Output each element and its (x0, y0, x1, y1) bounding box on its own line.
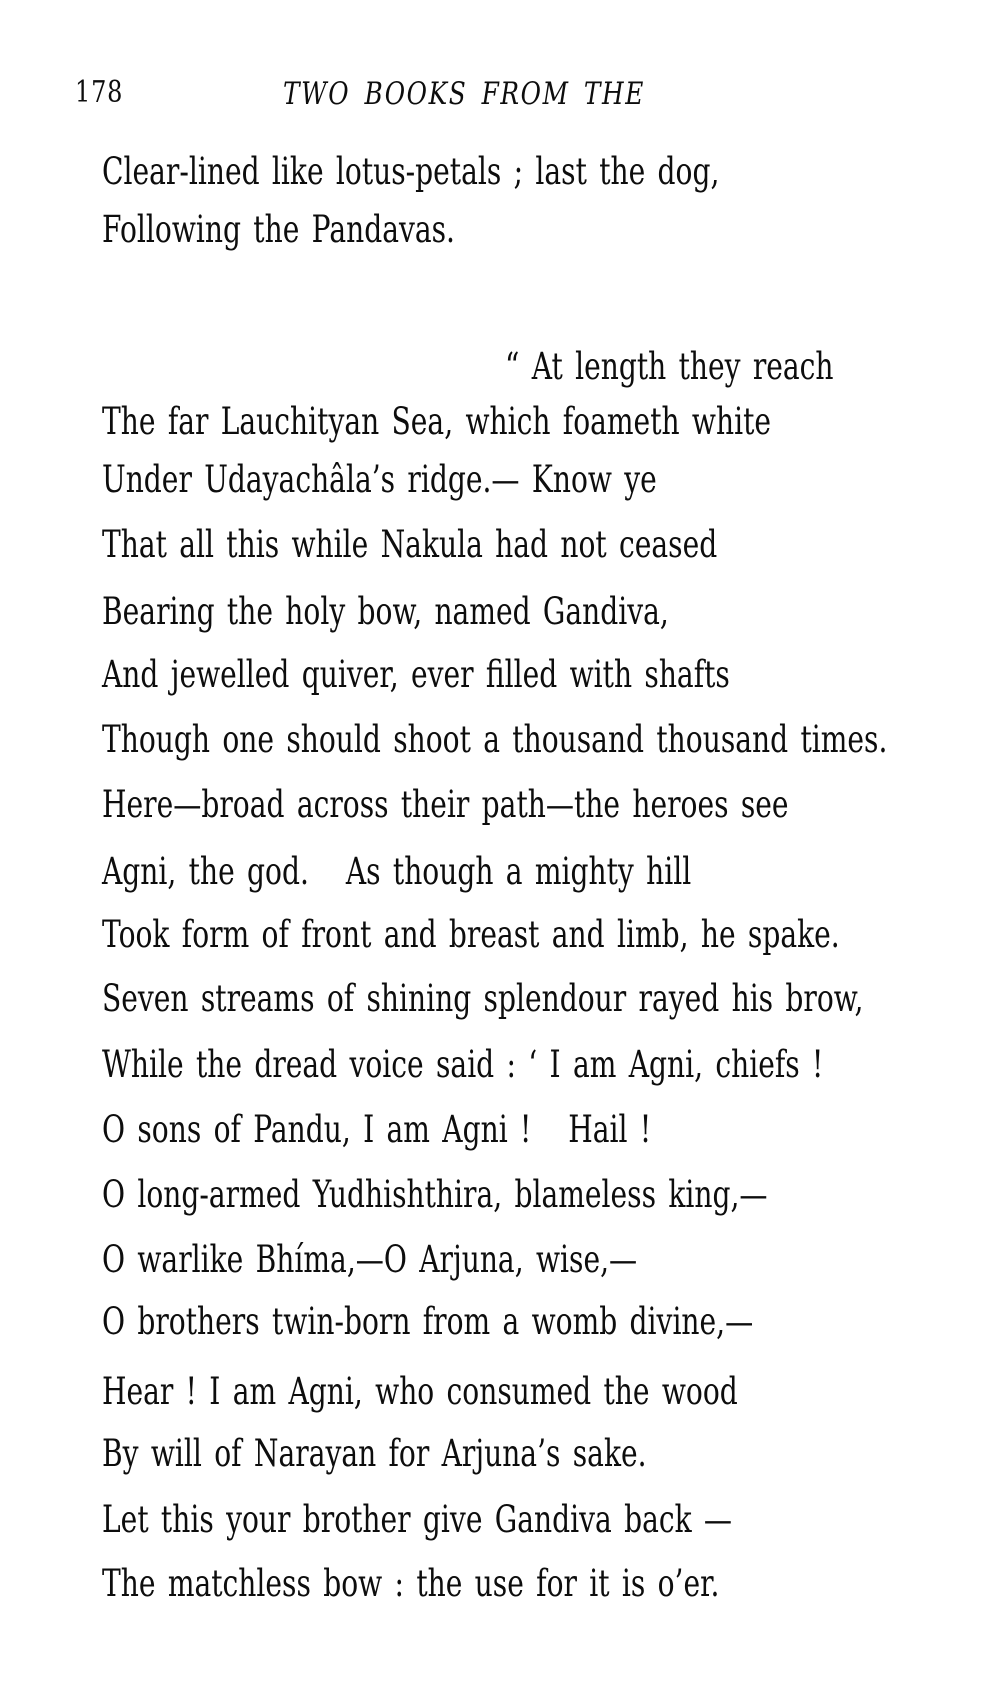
poem-line: And jewelled quiver, ever filled with shafts (102, 653, 730, 696)
poem-line: O sons of Pandu, I am Agni ! Hail ! (102, 1108, 652, 1151)
poem-line: Seven streams of shining splendour rayed his brow, (102, 977, 864, 1020)
poem-line: Though one should shoot a thousand thousand times. (102, 718, 888, 761)
poem-line: The matchless bow : the use for it is o’er. (102, 1562, 720, 1605)
running-header: TWO BOOKS FROM THE (283, 76, 645, 112)
page-number: 178 (75, 75, 124, 110)
poem-line: Let this your brother give Gandiva back — (102, 1498, 733, 1541)
poem-line: Hear ! I am Agni, who consumed the wood (102, 1370, 738, 1413)
poem-line: The far Lauchityan Sea, which foameth white (102, 400, 772, 443)
poem-line: O long-armed Yudhishthira, blameless king,— (102, 1173, 768, 1216)
poem-line: While the dread voice said : ‘ I am Agni, chiefs ! (102, 1043, 824, 1086)
poem-line: Here—broad across their path—the heroes see (102, 783, 789, 826)
poem-line: Under Udayachâla’s ridge.— Know ye (102, 458, 657, 501)
poem-line: Clear-lined like lotus-petals ; last the dog, (102, 150, 720, 193)
poem-line: O warlike Bhíma,—O Arjuna, wise,— (102, 1238, 638, 1281)
poem-line: Bearing the holy bow, named Gandiva, (102, 590, 669, 633)
poem-line: That all this while Nakula had not ceased (102, 523, 718, 566)
poem-line: Took form of front and breast and limb, he spake. (102, 913, 840, 956)
poem-line: O brothers twin-born from a womb divine,— (102, 1300, 754, 1343)
poem-line: “ At length they reach (505, 345, 834, 388)
poem-line: By will of Narayan for Arjuna’s sake. (102, 1432, 647, 1475)
poem-line: Agni, the god. As though a mighty hill (102, 850, 692, 893)
poem-line: Following the Pandavas. (102, 208, 455, 251)
